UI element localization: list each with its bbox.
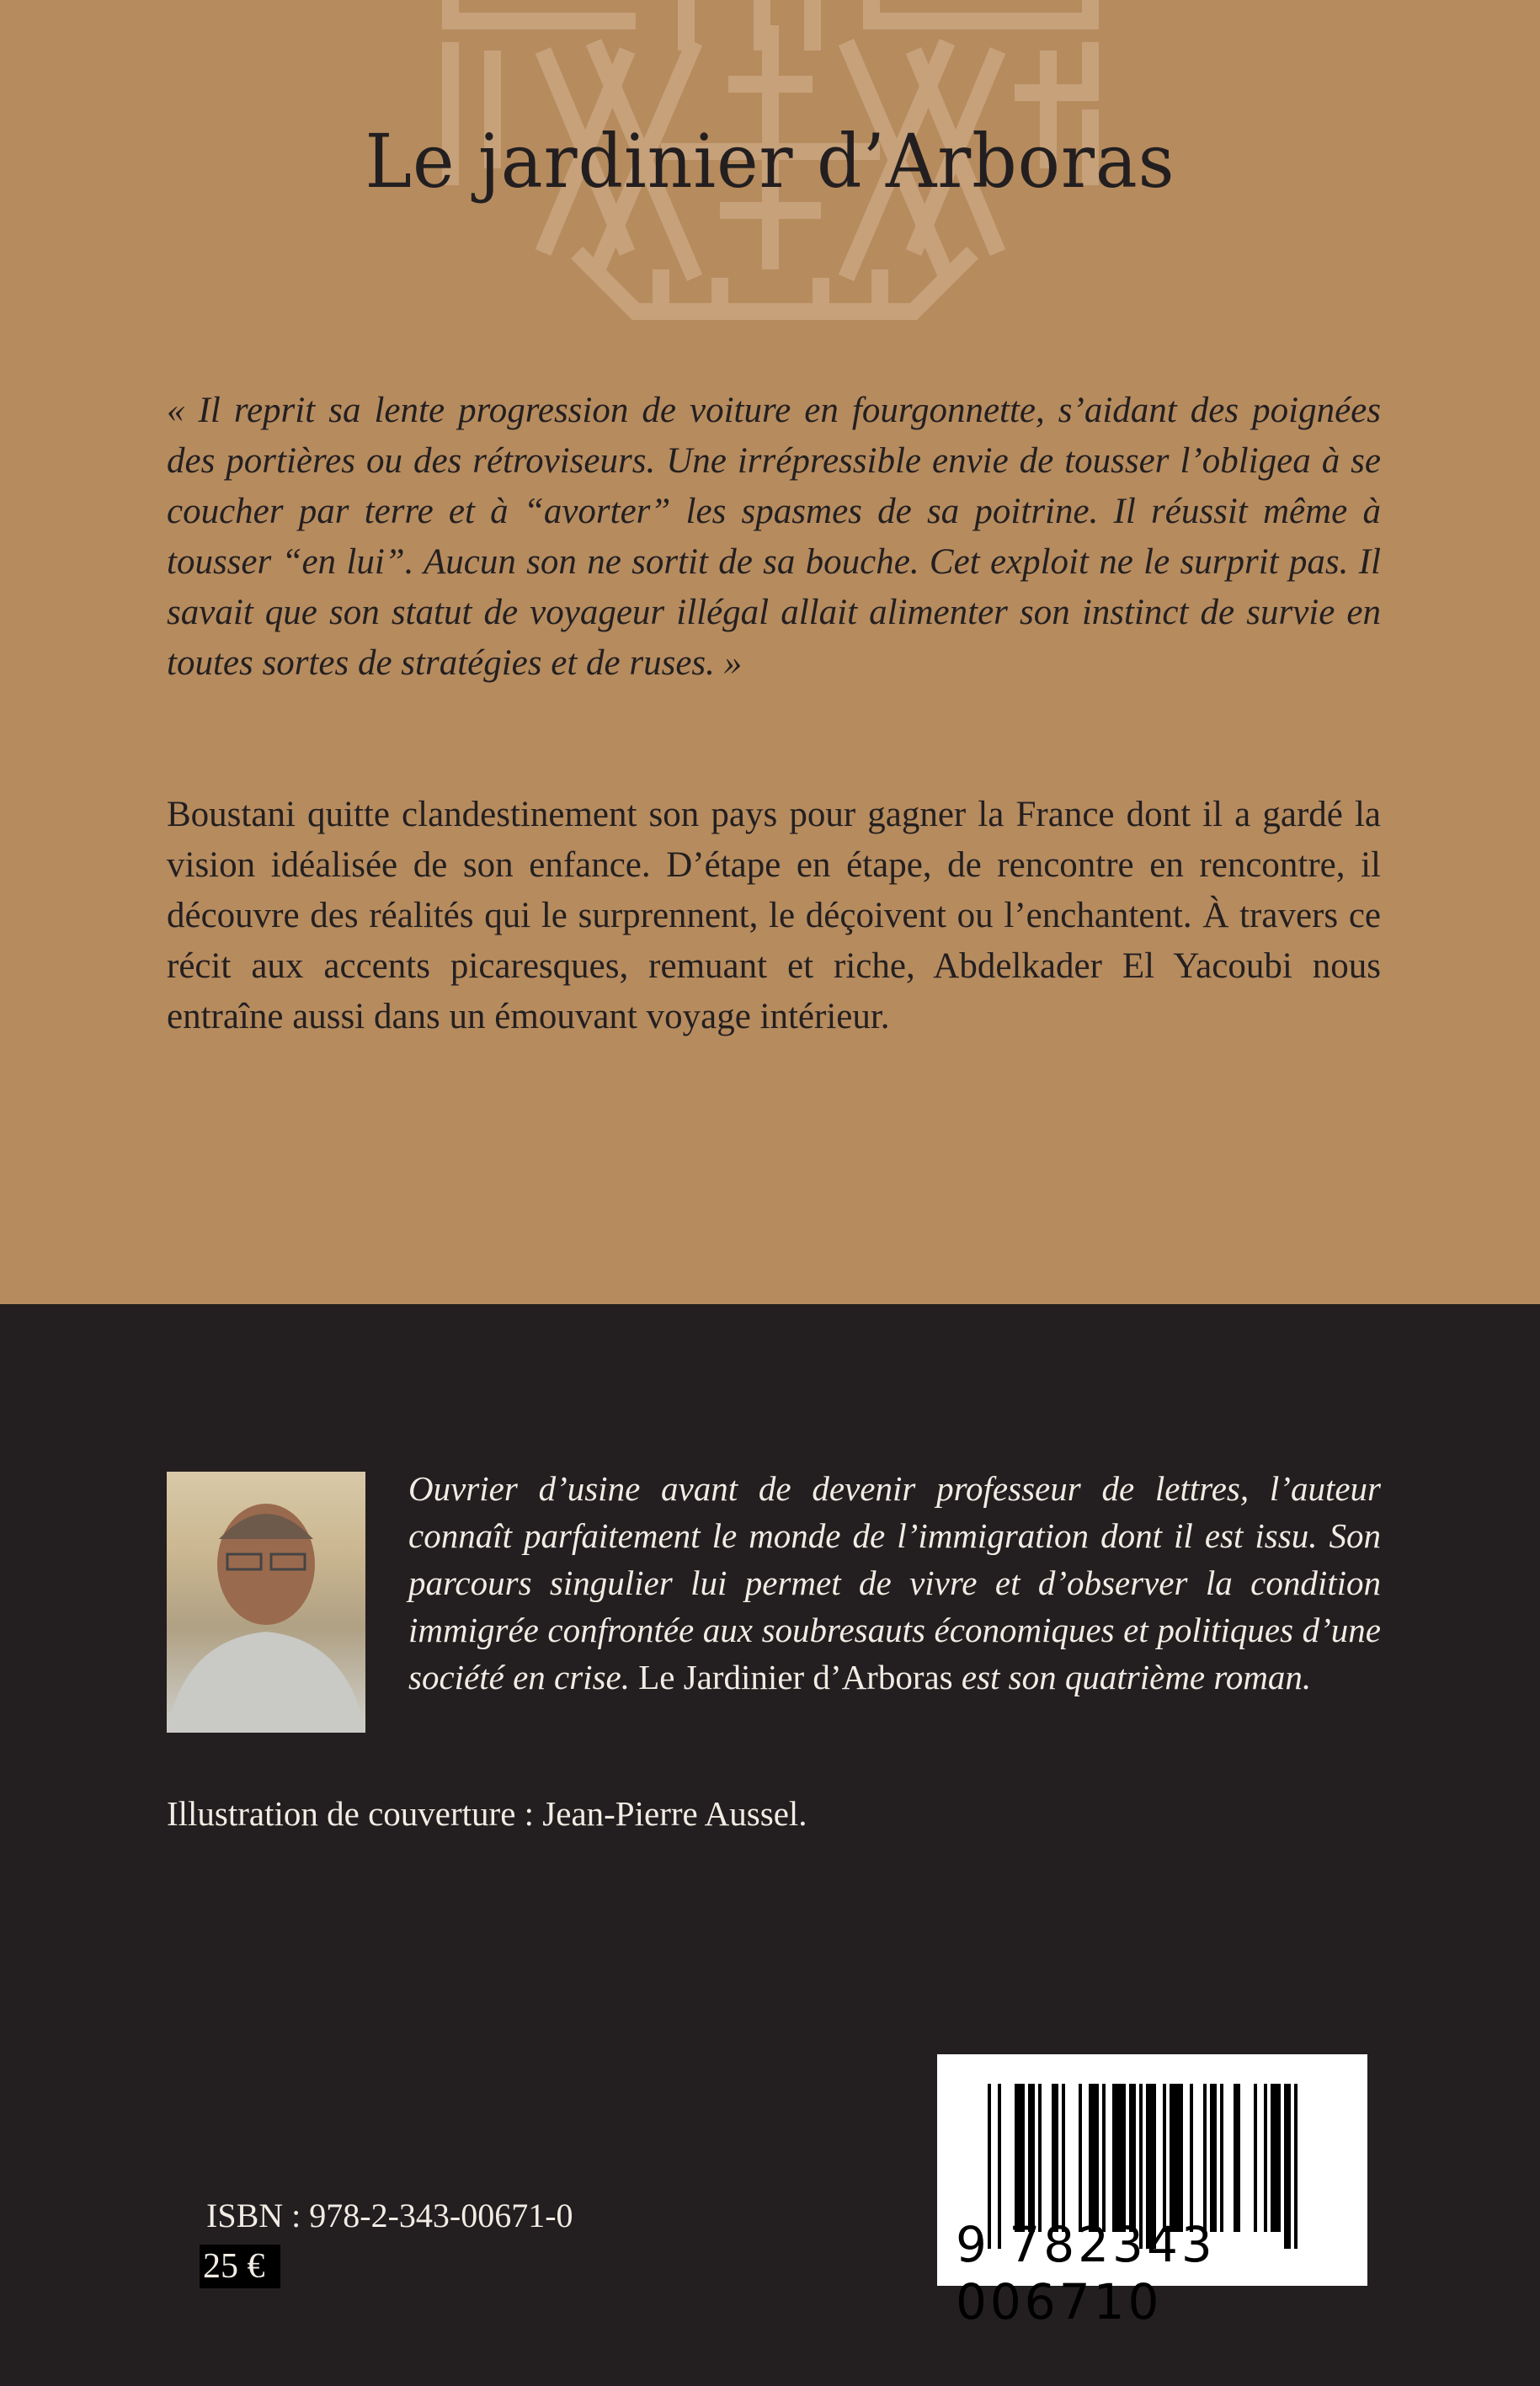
barcode-bar [1271,2084,1281,2232]
barcode [937,2054,1367,2330]
barcode-digits: 9 782343 006710 [956,2216,1216,2330]
book-title: Le jardinier d’Arboras [365,118,1175,205]
barcode-bar [1210,2084,1217,2232]
illustration-credit: Illustration de couverture : Jean-Pierre Aussel. [167,1794,807,1833]
barcode-bar [1170,2084,1183,2232]
price-tag: 25 € [200,2245,280,2288]
barcode-bar [1062,2084,1065,2232]
book-summary: Boustani quitte clandestinement son pays pour gagner la France dont il a gardé la vision idéalisée de son enfance. D’étape en étape, de rencontre en rencontre, il découvre des réalités qui le surprennent, le déçoivent ou l’enchantent. À travers ce récit aux accents picaresques, remuant et riche, Abdelkader El Yacoubi nous entraîne aussi dans un émouvant voyage intérieur. [167,795,1381,1036]
author-photo [167,1472,365,1733]
barcode-bar [1264,2084,1267,2232]
barcode-bar [1163,2084,1166,2232]
barcode-bar [1129,2084,1136,2232]
bio-book-title: Le Jardinier d’Arboras [638,1658,953,1696]
isbn-number: ISBN : 978-2-343-00671-0 [206,2197,573,2234]
author-portrait-icon [167,1472,365,1733]
author-bio [408,1465,1381,1701]
barcode-bar [1038,2084,1042,2232]
excerpt-quote: « Il reprit sa lente progression de voiture en fourgonnette, s’aidant des poignées des portières ou des rétroviseurs. Une irrépressible envie de tousser l’obligea à se coucher par terre et à “avorter” les spasmes de sa poitrine. Il réussit même à tousser “en lui”. Aucun son ne sortit de sa bouche. Cet exploit ne le surprit pas. Il savait que son statut de voyageur illégal allait alimenter son instinct de survie en toutes sortes de stratégies et de ruses. » [167,391,1381,683]
barcode-bar [1234,2084,1240,2232]
barcode-bar [1028,2084,1035,2232]
bio-text: Ouvrier d’usine avant de devenir professeur de lettres, l’auteur connaît parfaitement le monde de l’immigration dont il est issu. Son parcours singulier lui permet de vivre et d’observer la condition immigrée confrontée aux soubresauts économiques et politiques d’une société en crise. [408,1469,1381,1696]
barcode-bar [1190,2084,1193,2232]
barcode-bar [1254,2084,1257,2232]
barcode-bar [1102,2084,1106,2232]
barcode-bar [1089,2084,1099,2232]
bio-text-end: est son quatrième roman. [952,1658,1312,1696]
barcode-bar [1052,2084,1058,2232]
barcode-bar [1112,2084,1126,2232]
barcode-bar [1203,2084,1207,2232]
barcode-bar [1220,2084,1223,2232]
barcode-bar [1015,2084,1025,2232]
barcode-bar [1079,2084,1082,2232]
